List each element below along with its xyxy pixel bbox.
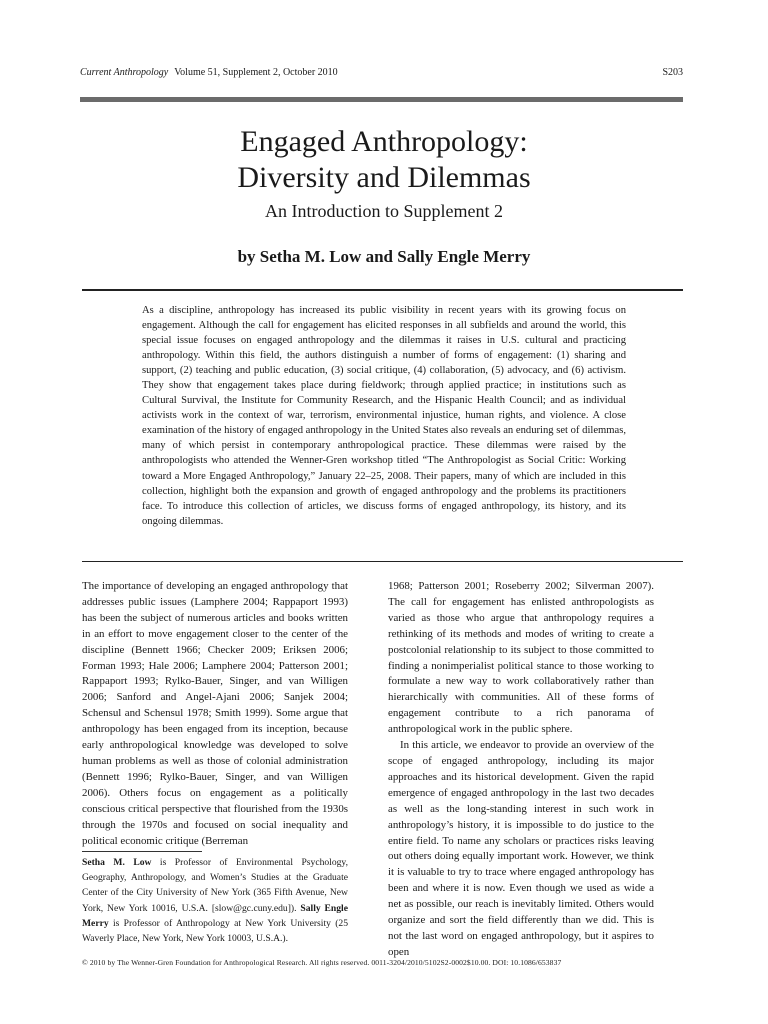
abstract-bottom-rule [82,561,683,562]
body-column-left [82,579,348,847]
author-note [82,855,348,946]
page-number: S203 [662,67,683,78]
header-rule [80,97,683,102]
abstract: As a discipline, anthropology has increased its public visibility in recent years with its growing focus on engagement. Although the call for engagement has elicited responses in all subfields and around the world, this special issue focuses on engaged anthropology and the dilemmas it raises in U.S. cultural and practicing anthropology. Within this field, the authors distinguish a number of forms of engagement: (1) sharing and support, (2) teaching and public education, (3) social critique, (4) collaboration, (5) advocacy, and (6) activism. They show that engagement takes place during fieldwork; through applied practice; in institutions such as Cultural Survival, the Institute for Community Research, and the Hispanic Health Council; and as individual activists work in the context of war, terrorism, environmental injustice, human rights, and violence. A close examination of the history of engaged anthropology in the United States also reveals an enduring set of dilemmas, many of which persist in contemporary anthropological practice. These dilemmas were raised by the anthropologists who attended the Wenner-Gren workshop titled “The Anthropologist as Social Critic: Working toward a More Engaged Anthropology,” January 22–25, 2008. Their papers, many of which are included in this collection, highlight both the expansion and growth of engaged anthropology and the problems its practitioners face. To introduce this collection of articles, we discuss forms of engaged anthropology, its history, and its ongoing dilemmas. [142,305,626,527]
author-name-2: Sally Engle Merry [82,902,348,929]
journal-citation [80,67,338,78]
title-line-2: Diversity and Dilemmas [237,161,531,194]
author-bio-2: is Professor of Anthropology at New York University (25 Waverly Place, New York, New York 10003, U.S.A.). [82,917,348,945]
article-title [0,124,768,196]
journal-name: Current Anthropology [80,67,169,78]
article-subtitle: An Introduction to Supplement 2 [265,201,503,221]
journal-volume: Volume 51, Supplement 2, October 2010 [174,67,338,78]
copyright-footer: © 2010 by The Wenner-Gren Foundation for Anthropological Research. All rights reserved. 0011-3204/2010/5102S2-0002$10.00. DOI: 10.1086/653837 [82,958,562,967]
author-name-1: Setha M. Low [82,857,152,868]
body-paragraph: The importance of developing an engaged anthropology that addresses public issues (Lamphere 2004; Rappaport 1993) has been the subject of numerous articles and books written in an effort to move engagement closer to the center of the discipline (Bennett 1966; Checker 2009; Eriksen 2006; Forman 1993; Hale 2006; Lamphere 2004; Patterson 2001; Rappaport 1993; Rylko-Bauer, Singer, and van Willigen 2006; Sanford and Angel-Ajani 2006; Sanjek 2004; Schensul and Schensul 1978; Smith 1999). Some argue that anthropology has been engaged from its inception, because early anthropological knowledge was developed to solve human problems as well as those of colonial administration (Bennett 1996; Rylko-Bauer, Singer, and van Willigen 2006). Others focus on engagement as a politically conscious critical perspective that flourished from the 1930s through the 1970s and focused on social inequality and political economic critique (Berreman [82,580,348,847]
body-column-right [388,579,654,958]
running-header [80,67,683,78]
body-paragraph: 1968; Patterson 2001; Roseberry 2002; Silverman 2007). The call for engagement has enlisted anthropologists as varied as those who argue that anthropology requires a rethinking of its methods and modes of writing to create a postcolonial relationship to its subject to those committed to finding a nonimperialist political stance to those working to formulate a new way to work collaboratively rather than hierarchically with communities. All of these forms of engagement contribute to a rich panorama of anthropological work in the public sphere. [388,580,654,736]
title-line-1: Engaged Anthropology: [240,125,528,158]
abstract-top-rule [82,289,683,291]
author-bio-1: is Professor of Environmental Psychology, Geography, Anthropology, and Women’s Studies at the Graduate Center of the City University of New York (365 Fifth Avenue, New York, New York 10016, U.S.A. [slow@gc.cuny.edu]). [82,857,349,914]
article-authors: by Setha M. Low and Sally Engle Merry [237,247,531,266]
footnote-rule [82,851,202,852]
body-paragraph: In this article, we endeavor to provide an overview of the scope of engaged anthropology, including its major approaches and its historical development. Given the rapid emergence of engaged anthropology in the last two decades as well as the long-standing interest in such work in anthropology’s history, it is impossible to do justice to the entire field. To name any scholars or practices risks leaving out others doing equally important work. However, we think it is valuable to try to trace where engaged anthropology has been and where it is now. Even though we used as wide a net as possible, our reach is inevitably limited. Others would organize and sort the field differently than we did. This is not the last word on engaged anthropology, but it aspires to open [388,739,654,958]
